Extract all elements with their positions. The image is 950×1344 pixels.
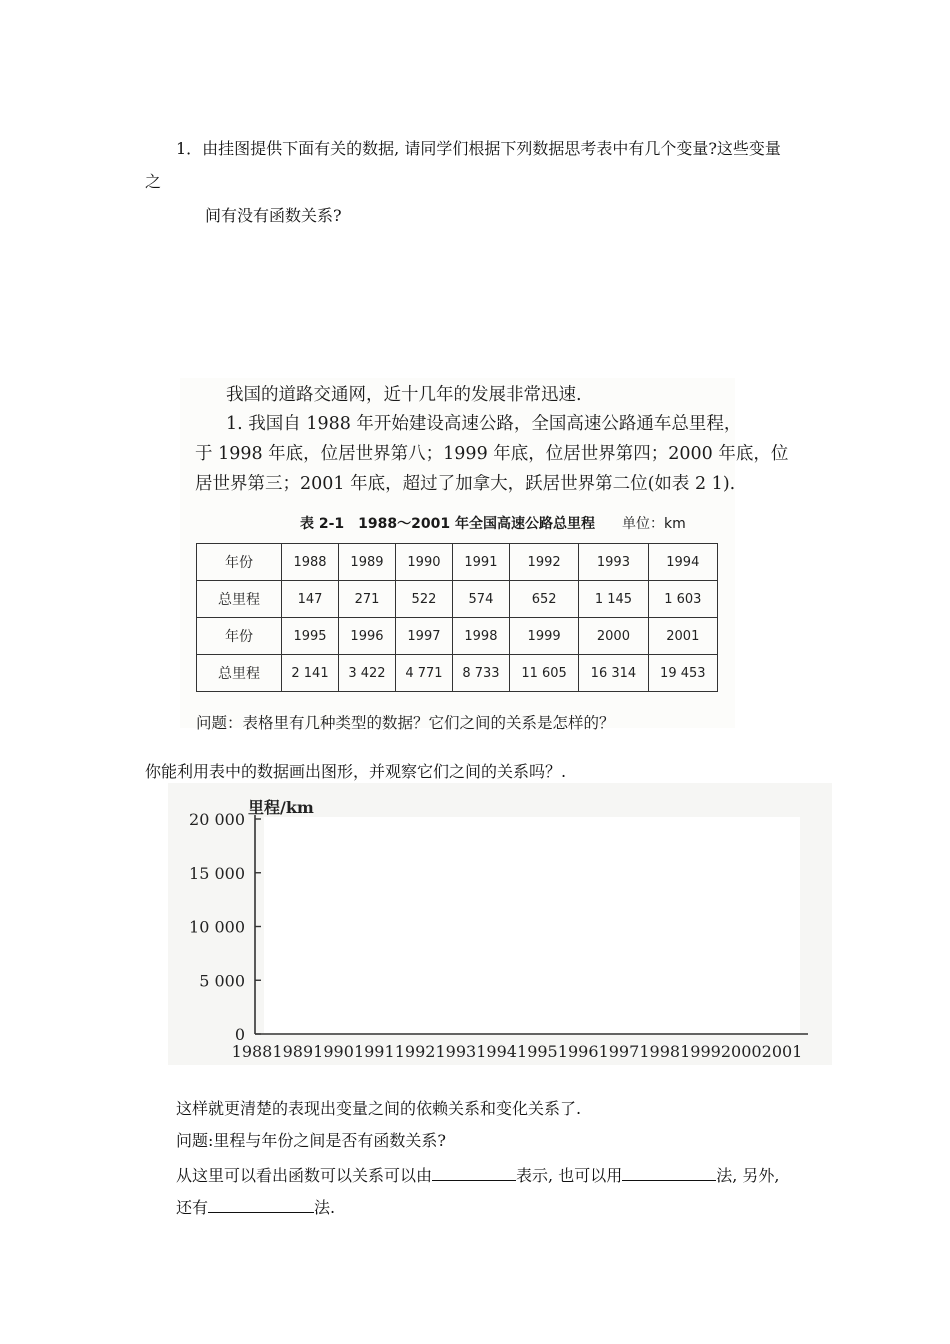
year-cell: 1988 <box>282 544 339 581</box>
after-line-4-part-a: 还有 <box>176 1198 209 1217</box>
x-tick-label: 1998 <box>639 1042 681 1061</box>
mileage-cell: 271 <box>338 581 395 618</box>
row-label-mileage: 总里程 <box>197 655 282 692</box>
mileage-chart <box>168 783 832 1065</box>
y-tick-label: 15 000 <box>189 863 245 883</box>
mileage-cell: 147 <box>282 581 339 618</box>
x-tick-label: 1991 <box>353 1042 395 1061</box>
x-tick-label: 1994 <box>476 1042 517 1061</box>
fill-blank-3[interactable] <box>208 1196 314 1213</box>
mileage-cell: 2 141 <box>282 655 339 692</box>
intro-line-2: 之 <box>145 172 162 191</box>
row-label-year: 年份 <box>197 618 282 655</box>
year-cell: 1999 <box>509 618 578 655</box>
table-unit: 单位：km <box>622 516 686 532</box>
table-row <box>197 544 718 581</box>
year-cell: 2001 <box>648 618 717 655</box>
y-tick-label: 0 <box>234 1025 245 1044</box>
y-tick-label: 10 000 <box>189 917 245 937</box>
table-row <box>197 655 718 692</box>
mileage-cell: 574 <box>452 581 509 618</box>
after-line-4 <box>176 1196 335 1218</box>
table-caption: 表 2-1 1988～2001 年全国高速公路总里程 <box>300 516 595 532</box>
x-tick-label: 1996 <box>557 1042 599 1061</box>
scan-heading: 我国的道路交通网，近十几年的发展非常迅速. <box>226 385 582 405</box>
prompt-draw: 你能利用表中的数据画出图形，并观察它们之间的关系吗？. <box>145 762 567 781</box>
after-line-3 <box>176 1164 779 1186</box>
x-tick-label: 1990 <box>313 1042 354 1061</box>
table-row <box>197 581 718 618</box>
scan-question: 问题：表格里有几种类型的数据？它们之间的关系是怎样的？ <box>196 714 615 732</box>
fill-blank-1[interactable] <box>432 1164 516 1181</box>
x-tick-label: 2000 <box>720 1042 762 1061</box>
x-tick-label: 2001 <box>761 1042 803 1061</box>
row-label-year: 年份 <box>197 544 282 581</box>
intro-line-1: 1．由挂图提供下面有关的数据, 请同学们根据下列数据思考表中有几个变量?这些变量 <box>176 139 781 158</box>
year-cell: 2000 <box>579 618 648 655</box>
y-axis-label: 里程/km <box>248 798 314 817</box>
y-tick-label: 5 000 <box>199 971 245 991</box>
chart-plot-area <box>264 817 800 1033</box>
year-cell: 1989 <box>338 544 395 581</box>
after-line-1: 这样就更清楚的表现出变量之间的依赖关系和变化关系了. <box>176 1099 582 1118</box>
year-cell: 1993 <box>579 544 648 581</box>
x-tick-label: 1999 <box>680 1042 721 1061</box>
year-cell: 1998 <box>452 618 509 655</box>
row-label-mileage: 总里程 <box>197 581 282 618</box>
after-line-3-part-c: 法, 另外, <box>716 1166 780 1185</box>
x-tick-label: 1997 <box>598 1042 640 1061</box>
year-cell: 1995 <box>282 618 339 655</box>
mileage-cell: 8 733 <box>452 655 509 692</box>
scan-para-1: 1. 我国自 1988 年开始建设高速公路，全国高速公路通车总里程， <box>226 414 742 434</box>
scan-para-3: 居世界第三；2001 年底，超过了加拿大，跃居世界第二位(如表 2 1). <box>195 474 736 494</box>
table-row <box>197 618 718 655</box>
mileage-cell: 19 453 <box>648 655 717 692</box>
mileage-cell: 3 422 <box>338 655 395 692</box>
mileage-cell: 522 <box>395 581 452 618</box>
year-cell: 1992 <box>509 544 578 581</box>
x-tick-label: 1992 <box>394 1042 436 1061</box>
x-tick-label: 1993 <box>435 1042 477 1061</box>
y-tick-label: 20 000 <box>189 810 245 829</box>
mileage-cell: 652 <box>509 581 578 618</box>
mileage-cell: 1 145 <box>579 581 648 618</box>
mileage-cell: 4 771 <box>395 655 452 692</box>
intro-line-3: 间有没有函数关系? <box>205 206 342 225</box>
year-cell: 1994 <box>648 544 717 581</box>
after-line-2: 问题:里程与年份之间是否有函数关系? <box>176 1131 446 1150</box>
x-tick-label: 1988 <box>231 1042 273 1061</box>
fill-blank-2[interactable] <box>622 1164 716 1181</box>
after-line-3-part-b: 表示, 也可以用 <box>516 1166 623 1185</box>
mileage-table <box>196 543 718 692</box>
year-cell: 1997 <box>395 618 452 655</box>
year-cell: 1990 <box>395 544 452 581</box>
mileage-cell: 1 603 <box>648 581 717 618</box>
x-tick-label: 1989 <box>272 1042 314 1061</box>
scan-para-2: 于 1998 年底，位居世界第八；1999 年底，位居世界第四；2000 年底，位 <box>195 444 789 464</box>
after-line-3-part-a: 从这里可以看出函数可以关系可以由 <box>176 1166 433 1185</box>
mileage-cell: 16 314 <box>579 655 648 692</box>
after-line-4-part-b: 法. <box>314 1198 336 1217</box>
x-tick-label: 1995 <box>517 1042 558 1061</box>
mileage-cell: 11 605 <box>509 655 578 692</box>
year-cell: 1996 <box>338 618 395 655</box>
year-cell: 1991 <box>452 544 509 581</box>
